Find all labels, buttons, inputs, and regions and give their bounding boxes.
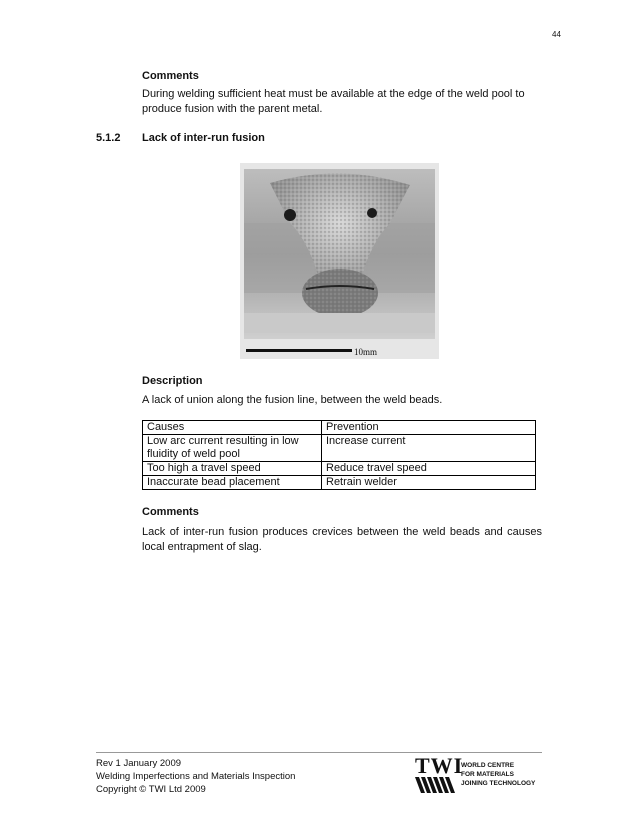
table-header-causes: Causes: [143, 421, 322, 435]
table-cell-cause: Inaccurate bead placement: [143, 476, 322, 490]
table-header-prevention: Prevention: [322, 421, 536, 435]
logo-line-3: JOINING TECHNOLOGY: [461, 780, 536, 787]
footer-divider: [96, 752, 542, 753]
scale-label: 10mm: [354, 347, 378, 357]
description-text: A lack of union along the fusion line, between the weld beads.: [142, 394, 443, 406]
description-heading: Description: [142, 375, 203, 387]
comments-heading: Comments: [142, 70, 199, 82]
footer-copyright: Copyright © TWI Ltd 2009: [96, 784, 206, 795]
section-number: 5.1.2: [96, 132, 121, 144]
logo-line-2: FOR MATERIALS: [461, 771, 514, 778]
section-title: Lack of inter-run fusion: [142, 132, 265, 144]
comments-text-2: Lack of inter-run fusion produces crevices between the weld beads and causes local entrapment of slag.: [142, 526, 542, 553]
table-cell-cause: Too high a travel speed: [143, 462, 322, 476]
table-row: [143, 462, 536, 476]
table-header-row: [143, 421, 536, 435]
table-cell-cause: Low arc current resulting in low fluidity of weld pool: [143, 435, 322, 462]
table-cell-prevention: Increase current: [322, 435, 536, 462]
twi-logo-tagline: [461, 761, 535, 788]
footer-text: [96, 757, 295, 796]
table-row: [143, 476, 536, 490]
table-row: [143, 435, 536, 462]
page-number: 44: [552, 30, 561, 39]
footer-document-title: Welding Imperfections and Materials Inspection: [96, 771, 296, 782]
comments-heading-2: Comments: [142, 506, 199, 518]
weld-macrograph-image: [240, 163, 439, 359]
table-cell-prevention: Retrain welder: [322, 476, 536, 490]
twi-logo: [415, 755, 545, 795]
logo-line-1: WORLD CENTRE: [461, 762, 515, 769]
causes-prevention-table: [142, 420, 536, 490]
comments-text: During welding sufficient heat must be available at the edge of the weld pool to produce fusion with the parent metal.: [142, 88, 525, 115]
twi-logo-wordmark: TWI: [415, 753, 464, 778]
twi-logo-stripes-icon: [415, 777, 459, 793]
footer-revision: Rev 1 January 2009: [96, 758, 182, 769]
table-cell-prevention: Reduce travel speed: [322, 462, 536, 476]
